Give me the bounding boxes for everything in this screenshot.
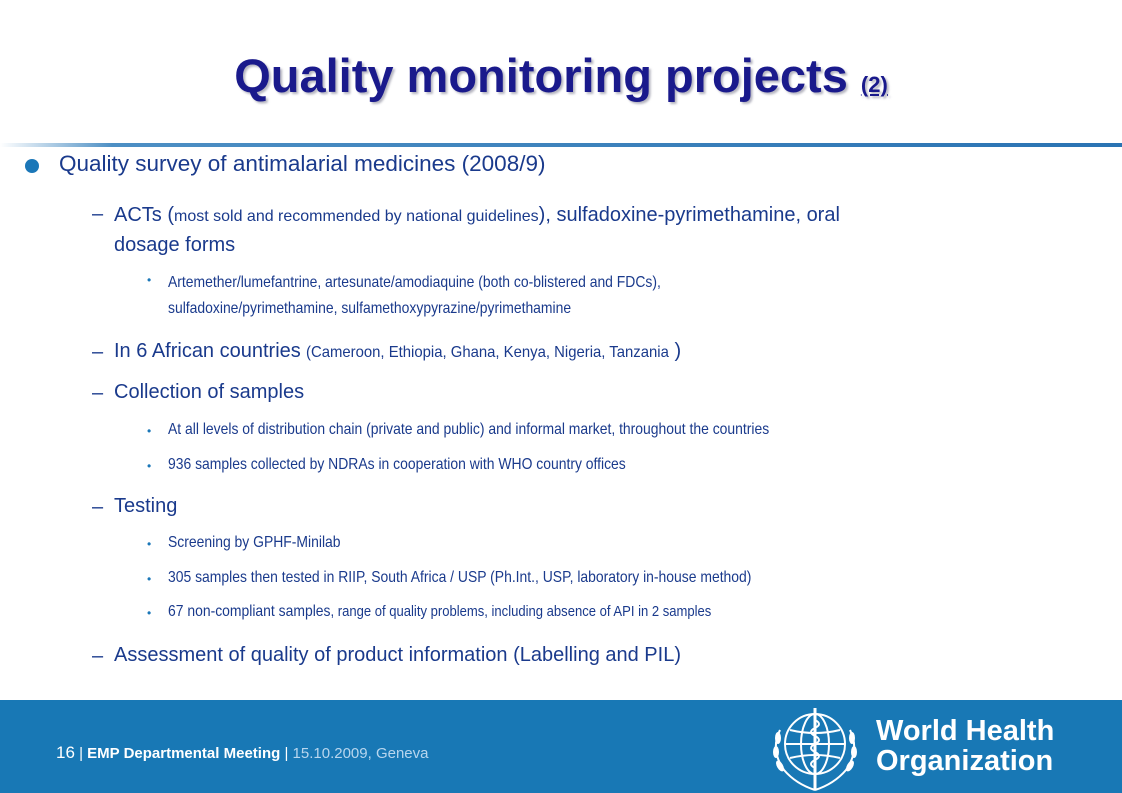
meeting-name: EMP Departmental Meeting <box>87 745 281 762</box>
title-main: Quality monitoring projects <box>234 49 848 102</box>
who-wordmark <box>876 716 1054 776</box>
bullet-marker: • <box>147 572 152 586</box>
dash-marker: – <box>92 341 104 363</box>
acts-prefix: ACTs ( <box>114 204 174 226</box>
who-wordmark-line2: Organization <box>876 745 1054 777</box>
acts-suffix: ), sulfadoxine-pyrimethamine, oral <box>538 204 840 226</box>
testing-point: 305 samples then tested in RIIP, South Africa / USP (Ph.Int., USP, laboratory in-house method) <box>168 569 752 586</box>
footer-meta <box>56 743 428 763</box>
testing-point <box>168 603 711 621</box>
who-emblem-icon <box>760 700 870 793</box>
acts-line2: dosage forms <box>114 234 236 256</box>
assessment-item: Assessment of quality of product information (Labelling and PIL) <box>114 644 681 666</box>
collection-point: At all levels of distribution chain (private and public) and informal market, throughout the countries <box>168 421 770 438</box>
dash-marker: – <box>92 203 104 225</box>
noncompliant-prefix: 67 non-compliant samples <box>168 603 331 620</box>
footer-bar <box>0 700 1122 793</box>
dash-marker: – <box>92 645 104 667</box>
dash-marker: – <box>92 496 104 518</box>
bullet-dot-icon <box>25 159 39 173</box>
testing-item: Testing <box>114 495 178 517</box>
acts-item <box>114 201 840 259</box>
who-wordmark-line1: World Health <box>876 715 1055 747</box>
collection-item: Collection of samples <box>114 381 305 403</box>
bullet-marker: • <box>147 537 152 551</box>
acts-small: most sold and recommended by national guidelines <box>174 208 539 225</box>
title-subscript: (2) <box>860 72 888 97</box>
collection-point: 936 samples collected by NDRAs in cooperation with WHO country offices <box>168 456 626 473</box>
noncompliant-rest: , range of quality problems, including absence of API in 2 samples <box>330 603 712 620</box>
bullet-marker: • <box>147 273 152 287</box>
testing-point: Screening by GPHF-Minilab <box>168 534 341 551</box>
countries-suffix: ) <box>674 340 682 362</box>
dash-marker: – <box>92 382 104 404</box>
bullet-marker: • <box>147 424 152 438</box>
meeting-date: 15.10.2009, Geneva <box>292 745 429 762</box>
acts-detail <box>168 270 661 322</box>
slide-number: 16 <box>56 743 75 762</box>
footer-separator: | <box>79 745 83 762</box>
acts-detail-line1: Artemether/lumefantrine, artesunate/amodiaquine (both co-blistered and FDCs), <box>168 274 661 291</box>
bullet-marker: • <box>147 459 152 473</box>
countries-item <box>114 340 681 363</box>
acts-detail-line2: sulfadoxine/pyrimethamine, sulfamethoxypyrazine/pyrimethamine <box>168 300 572 317</box>
footer-separator: | <box>284 745 289 762</box>
countries-prefix: In 6 African countries <box>114 340 307 362</box>
main-bullet: Quality survey of antimalarial medicines (2008/9) <box>59 151 546 176</box>
countries-small: (Cameroon, Ethiopia, Ghana, Kenya, Nigeria, Tanzania <box>306 344 670 361</box>
bullet-marker: • <box>147 606 152 620</box>
